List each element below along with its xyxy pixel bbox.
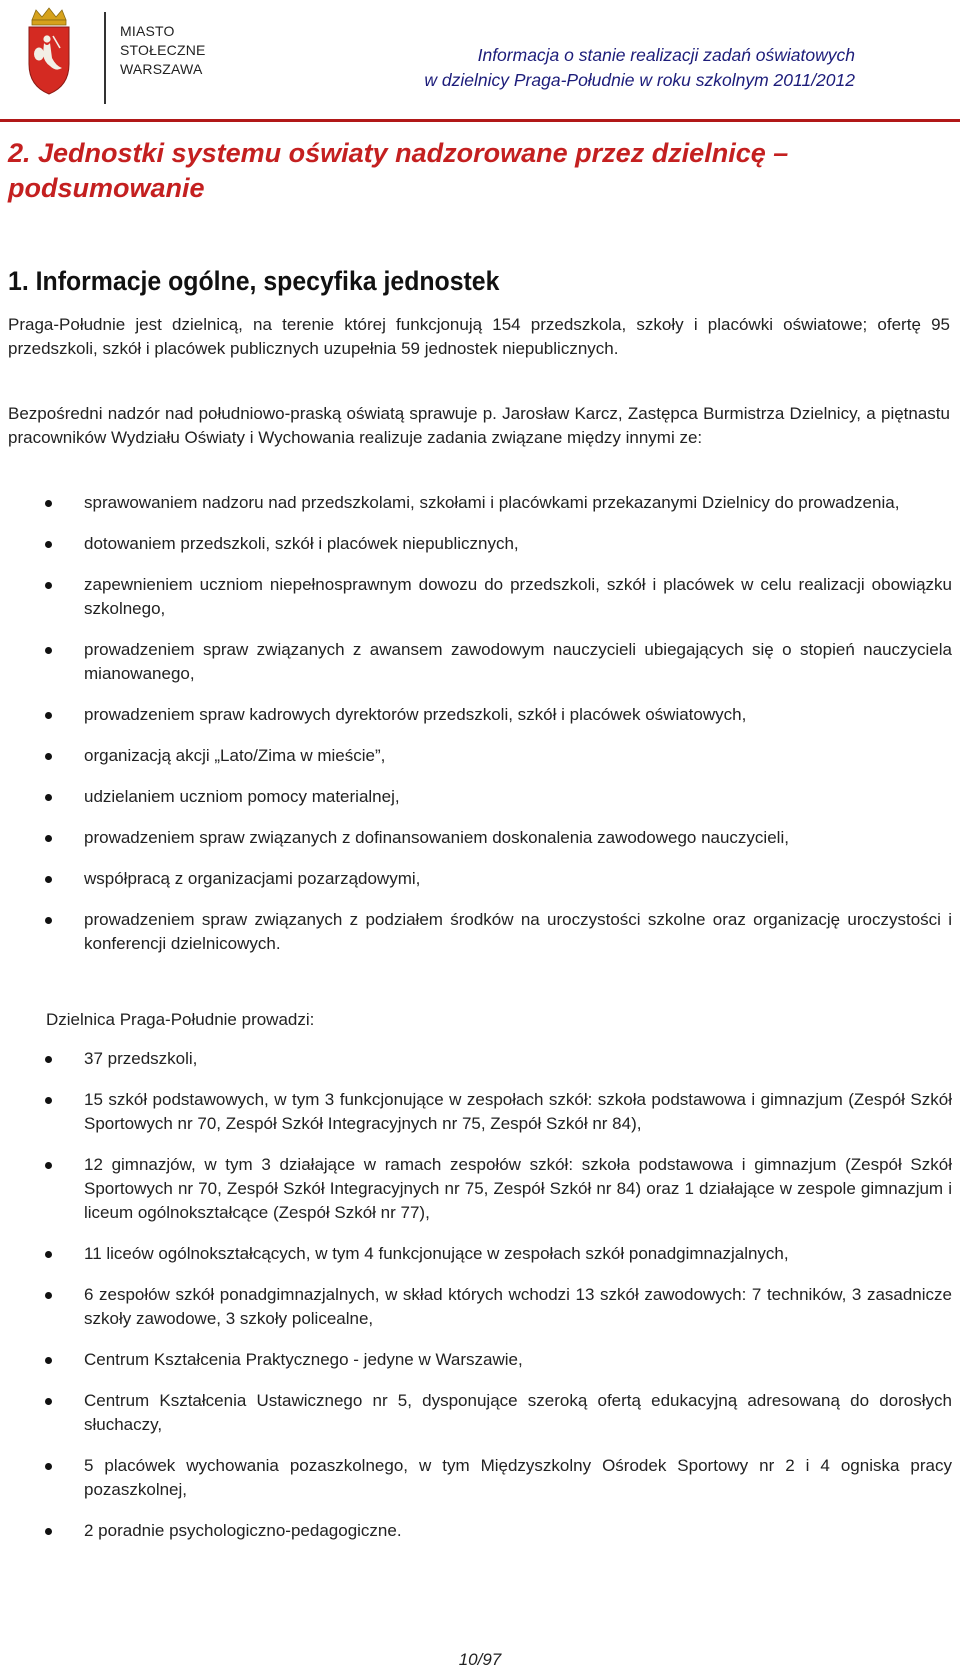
tasks-list	[0, 491, 960, 973]
paragraph-intro: Praga-Południe jest dzielnicą, na terenie której funkcjonują 154 przedszkola, szkoły i placówki oświatowe; ofertę 95 przedszkoli, szkół i placówek publicznych uzupełnia 59 jednostek niepublicznych.	[8, 315, 950, 358]
subsection-heading: 1. Informacje ogólne, specyfika jednostek	[8, 266, 500, 296]
section-title: 2. Jednostki systemu oświaty nadzorowane przez dzielnicę – podsumowanie	[8, 138, 789, 203]
paragraph-supervision: Bezpośredni nadzór nad południowo-praską oświatą sprawuje p. Jarosław Karcz, Zastępca Burmistrza Dzielnicy, a piętnastu pracowników Wydziału Oświaty i Wychowania realizuje zadania związane między innymi ze:	[8, 404, 950, 447]
list-item-text: 37 przedszkoli,	[84, 1049, 198, 1068]
list-item-text: prowadzeniem spraw związanych z dofinansowaniem doskonalenia zawodowego nauczycieli,	[84, 828, 789, 847]
bullet-icon	[45, 1097, 52, 1104]
list-item-text: współpracą z organizacjami pozarządowymi,	[84, 869, 421, 888]
list-item-text: zapewnieniem uczniom niepełnosprawnym dowozu do przedszkoli, szkół i placówek w celu realizacji obowiązku szkolnego,	[84, 575, 952, 618]
bullet-icon	[45, 753, 52, 760]
list-item-text: Centrum Kształcenia Praktycznego - jedyne w Warszawie,	[84, 1350, 523, 1369]
bullet-icon	[45, 1251, 52, 1258]
bullet-icon	[45, 582, 52, 589]
bullet-icon	[45, 1398, 52, 1405]
header-divider	[104, 12, 106, 104]
bullet-icon	[45, 794, 52, 801]
bullet-icon	[45, 1162, 52, 1169]
list-item	[0, 826, 960, 850]
list-item	[0, 1047, 960, 1071]
bullet-icon	[45, 1292, 52, 1299]
header-title	[424, 43, 855, 93]
list-item-text: sprawowaniem nadzoru nad przedszkolami, szkołami i placówkami przekazanymi Dzielnicy do prowadzenia,	[84, 493, 900, 512]
list-item-text: 5 placówek wychowania pozaszkolnego, w tym Międzyszkolny Ośrodek Sportowy nr 2 i 4 ogniska pracy pozaszkolnej,	[84, 1456, 952, 1499]
list-item	[0, 867, 960, 891]
bullet-icon	[45, 1463, 52, 1470]
brand-line: WARSZAWA	[120, 61, 203, 77]
list-item	[0, 1153, 960, 1225]
brand-line: MIASTO	[120, 23, 175, 39]
list-item	[0, 491, 960, 515]
header-title-line2: w dzielnicy Praga-Południe w roku szkolnym 2011/2012	[424, 70, 855, 90]
paragraph-runs: Dzielnica Praga-Południe prowadzi:	[46, 1010, 315, 1029]
list-item	[0, 703, 960, 727]
list-item-text: prowadzeniem spraw związanych z podziałem środków na uroczystości szkolne oraz organizację uroczystości i konferencji dzielnicowych.	[84, 910, 952, 953]
list-item-text: 12 gimnazjów, w tym 3 działające w ramach zespołów szkół: szkoła podstawowa i gimnazjum (Zespół Szkół Sportowych nr 70, Zespół Szkół Integracyjnych nr 75, Zespół Szkół nr 84) oraz 1 działające w zespole gimnazjum i liceum ogólnokształcące (Zespół Szkół nr 77),	[84, 1155, 952, 1222]
list-item	[0, 573, 960, 621]
list-item	[0, 1242, 960, 1266]
page-number: 10/97	[458, 1650, 502, 1669]
header-title-line1: Informacja o stanie realizacji zadań oświatowych	[477, 45, 855, 65]
bullet-icon	[45, 917, 52, 924]
list-item	[0, 908, 960, 956]
brand-line: STOŁECZNE	[120, 42, 206, 58]
list-item-text: 2 poradnie psychologiczno-pedagogiczne.	[84, 1521, 402, 1540]
list-item	[0, 1454, 960, 1502]
list-item	[0, 532, 960, 556]
bullet-icon	[45, 500, 52, 507]
list-item	[0, 1283, 960, 1331]
list-item-text: prowadzeniem spraw związanych z awansem zawodowym nauczycieli ubiegających się o stopień nauczyciela mianowanego,	[84, 640, 952, 683]
page-header	[0, 0, 960, 120]
list-item	[0, 638, 960, 686]
brand-name	[120, 22, 206, 79]
list-item	[0, 1348, 960, 1372]
list-item	[0, 744, 960, 768]
list-item	[0, 1088, 960, 1136]
bullet-icon	[45, 1357, 52, 1364]
header-rule	[0, 119, 960, 122]
list-item-text: udzielaniem uczniom pomocy materialnej,	[84, 787, 400, 806]
bullet-icon	[45, 835, 52, 842]
list-item	[0, 1519, 960, 1543]
list-item-text: 11 liceów ogólnokształcących, w tym 4 funkcjonujące w zespołach szkół ponadgimnazjalnych,	[84, 1244, 789, 1263]
warsaw-coat-of-arms-icon	[26, 6, 72, 96]
list-item-text: 15 szkół podstawowych, w tym 3 funkcjonujące w zespołach szkół: szkoła podstawowa i gimnazjum (Zespół Szkół Sportowych nr 70, Zespół Szkół Integracyjnych nr 75, Zespół Szkół nr 84),	[84, 1090, 952, 1133]
bullet-icon	[45, 1528, 52, 1535]
bullet-icon	[45, 1056, 52, 1063]
bullet-icon	[45, 712, 52, 719]
list-item	[0, 1389, 960, 1437]
units-list	[0, 1047, 960, 1560]
bullet-icon	[45, 647, 52, 654]
list-item-text: Centrum Kształcenia Ustawicznego nr 5, dysponujące szeroką ofertą edukacyjną adresowaną do dorosłych słuchaczy,	[84, 1391, 952, 1434]
list-item-text: dotowaniem przedszkoli, szkół i placówek niepublicznych,	[84, 534, 519, 553]
list-item-text: 6 zespołów szkół ponadgimnazjalnych, w skład których wchodzi 13 szkół zawodowych: 7 techników, 3 zasadnicze szkoły zawodowe, 3 szkoły policealne,	[84, 1285, 952, 1328]
bullet-icon	[45, 541, 52, 548]
list-item-text: prowadzeniem spraw kadrowych dyrektorów przedszkoli, szkół i placówek oświatowych,	[84, 705, 747, 724]
list-item	[0, 785, 960, 809]
bullet-icon	[45, 876, 52, 883]
list-item-text: organizacją akcji „Lato/Zima w mieście”,	[84, 746, 386, 765]
